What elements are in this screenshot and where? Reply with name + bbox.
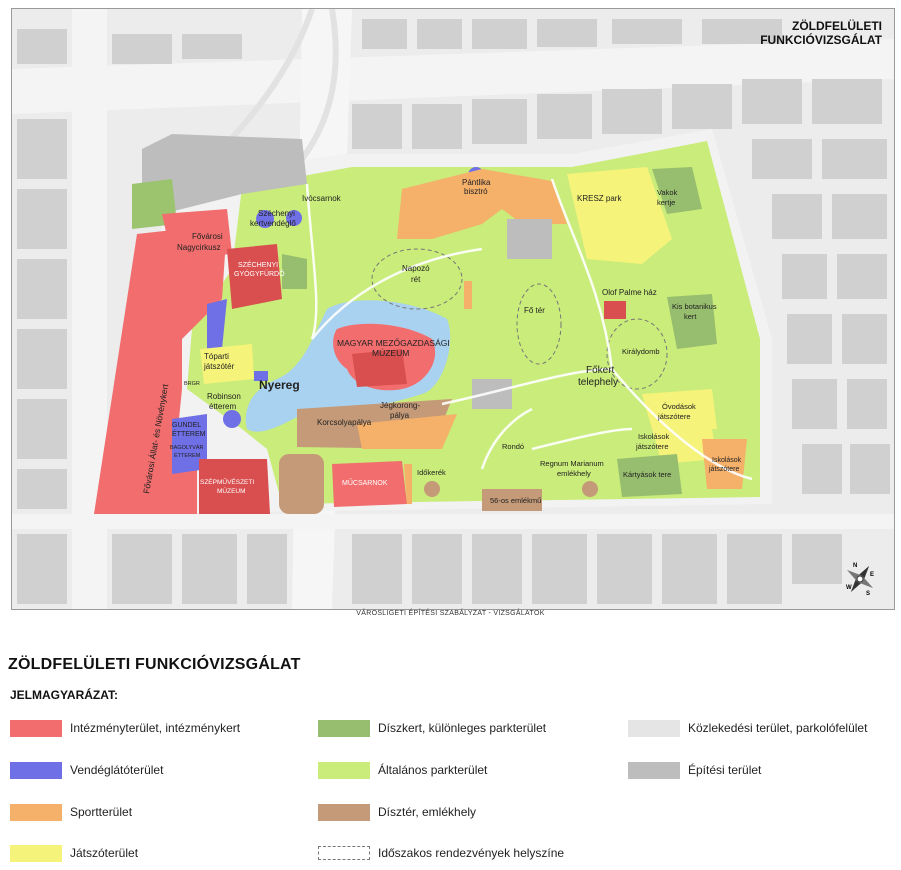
label-iskolasok-b-1: Iskolások xyxy=(712,457,742,464)
legend-label: Közlekedési terület, parkolófelület xyxy=(688,721,868,735)
label-iskolasok-b-2: játszótere xyxy=(709,466,740,473)
legend-item-playground xyxy=(10,843,138,863)
iskolasok-playground-2 xyxy=(702,439,747,489)
legend-swatch xyxy=(10,720,62,737)
legend-item-construction xyxy=(628,760,761,780)
compass-w: W xyxy=(846,585,852,591)
legend-swatch xyxy=(318,762,370,779)
label-gundel-1: GUNDEL xyxy=(172,422,202,429)
small-sport-strip xyxy=(464,281,472,309)
label-vakok-1: Vakok xyxy=(657,188,678,197)
legend-label: Vendéglátóterület xyxy=(70,763,164,777)
label-olof: Olof Palme ház xyxy=(602,288,657,297)
map-title-line2: FUNKCIÓVIZSGÁLAT xyxy=(760,33,882,47)
bath-garden xyxy=(282,254,307,289)
label-jegkorong-1: Jégkorong- xyxy=(380,401,421,410)
compass-s: S xyxy=(866,591,871,597)
label-regnum-2: emlékhely xyxy=(557,469,591,478)
label-szepmuveszeti-1: SZÉPMŰVÉSZETI xyxy=(200,479,255,486)
label-kartyasok: Kártyások tere xyxy=(623,470,672,479)
label-vakok-2: kertje xyxy=(657,198,676,207)
legend-label: Sportterület xyxy=(70,805,133,819)
label-allatkert: Fővárosi Állat- és Növénykert xyxy=(141,383,171,495)
label-muzeum-1: MAGYAR MEZŐGAZDASÁGI xyxy=(337,338,450,348)
label-korcsolya: Korcsolyapálya xyxy=(317,418,372,427)
label-mucsarnok: MŰCSARNOK xyxy=(342,480,388,487)
heroes-square xyxy=(279,454,324,514)
legend-label: Díszkert, különleges parkterület xyxy=(378,721,547,735)
label-kiralydomb: Királydomb xyxy=(622,347,660,356)
site-map xyxy=(11,8,895,610)
label-emlekmu: 56-os emlékmű xyxy=(490,496,542,505)
label-nagycirkusz-2: Nagycirkusz xyxy=(177,243,221,252)
label-fokert-1: Főkert xyxy=(586,365,615,376)
legend-label: Általános parkterület xyxy=(378,763,488,777)
legend-label: Építési terület xyxy=(688,763,762,777)
idokerek-marker xyxy=(424,481,440,497)
building-north xyxy=(507,219,552,259)
legend-item-garden xyxy=(318,718,546,738)
label-szechenyi-kv-1: Széchenyi xyxy=(258,209,295,218)
map-canvas xyxy=(12,9,894,609)
legend-item-transport xyxy=(628,718,867,738)
legend-swatch xyxy=(10,762,62,779)
label-fo-ter: Fő tér xyxy=(524,306,545,315)
label-pantlika-1: Pántlika xyxy=(462,178,491,187)
label-napozo-2: rét xyxy=(411,275,421,284)
legend-item-park xyxy=(318,760,487,780)
legend-item-square xyxy=(318,802,476,822)
label-nagycirkusz-1: Fővárosi xyxy=(192,232,223,241)
label-toparti-1: Tóparti xyxy=(204,352,229,361)
map-caption: VÁROSLIGETI ÉPÍTÉSI SZABÁLYZAT - VIZSGÁLATOK xyxy=(356,610,545,617)
label-toparti-2: játszótér xyxy=(204,362,235,371)
legend-label: Intézményterület, intézménykert xyxy=(70,721,241,735)
label-muzeum-2: MÚZEUM xyxy=(372,348,410,358)
label-kresz: KRESZ park xyxy=(577,194,622,203)
label-fokert-2: telephely xyxy=(578,377,619,388)
legend-subheading: JELMAGYARÁZAT: xyxy=(10,688,119,702)
label-szechenyi-kv-2: kertvendéglő xyxy=(250,219,296,228)
label-kis-bot-1: Kis botanikus xyxy=(672,302,717,311)
legend-swatch xyxy=(10,845,62,862)
legend-heading: ZÖLDFELÜLETI FUNKCIÓVIZSGÁLAT xyxy=(8,656,301,673)
label-bagolyvar-2: ÉTTEREM xyxy=(174,453,201,459)
label-jegkorong-2: pálya xyxy=(390,411,410,420)
label-bagolyvar-1: BAGOLYVÁR xyxy=(170,445,204,451)
legend-item-event xyxy=(318,843,564,863)
label-furdo-2: GYÓGYFÜRDŐ xyxy=(234,271,285,278)
label-robinson-2: étterem xyxy=(209,402,237,411)
label-nyereg: Nyereg xyxy=(259,378,300,392)
legend-swatch xyxy=(318,720,370,737)
label-pantlika-2: bisztró xyxy=(464,187,488,196)
label-iskolasok-a-2: játszótere xyxy=(636,442,669,451)
legend-swatch xyxy=(318,804,370,821)
construction-area-central xyxy=(472,379,512,409)
olof-palme-house xyxy=(604,301,626,319)
label-szepmuveszeti-2: MÚZEUM xyxy=(217,488,246,495)
legend-item-catering xyxy=(10,760,163,780)
label-iskolasok-a-1: Iskolások xyxy=(638,432,670,441)
szepmuveszeti-area xyxy=(199,459,270,514)
label-furdo-1: SZÉCHENYI xyxy=(238,262,279,269)
legend-swatch xyxy=(628,762,680,779)
map-title-line1: ZÖLDFELÜLETI xyxy=(792,19,882,33)
label-gundel-2: ÉTTEREM xyxy=(172,431,206,438)
regnum-marker xyxy=(582,481,598,497)
legend-label: Dísztér, emlékhely xyxy=(378,805,477,819)
legend-item-institution xyxy=(10,718,240,738)
label-napozo-1: Napozó xyxy=(402,264,430,273)
label-ovodasok-2: játszótere xyxy=(658,412,691,421)
label-ivocsarnok: Ivócsarnok xyxy=(302,194,341,203)
compass-n: N xyxy=(853,563,858,569)
legend-swatch xyxy=(10,804,62,821)
legend-label: Játszóterület xyxy=(70,846,139,860)
label-rondo: Rondó xyxy=(502,442,525,451)
compass-e: E xyxy=(870,572,875,578)
label-regnum-1: Regnum Marianum xyxy=(540,459,604,468)
label-robinson-1: Robinson xyxy=(207,392,241,401)
label-brgr: BRGR xyxy=(184,381,200,387)
map-title xyxy=(760,19,882,47)
label-idokerek: Időkerék xyxy=(417,468,446,477)
legend-label: Időszakos rendezvények helyszíne xyxy=(378,846,565,860)
robinson-catering xyxy=(223,410,241,428)
legend-swatch xyxy=(628,720,680,737)
legend-swatch xyxy=(318,846,370,860)
label-kis-bot-2: kert xyxy=(684,312,697,321)
legend-item-sport xyxy=(10,802,132,822)
label-ovodasok-1: Óvodások xyxy=(662,402,696,411)
